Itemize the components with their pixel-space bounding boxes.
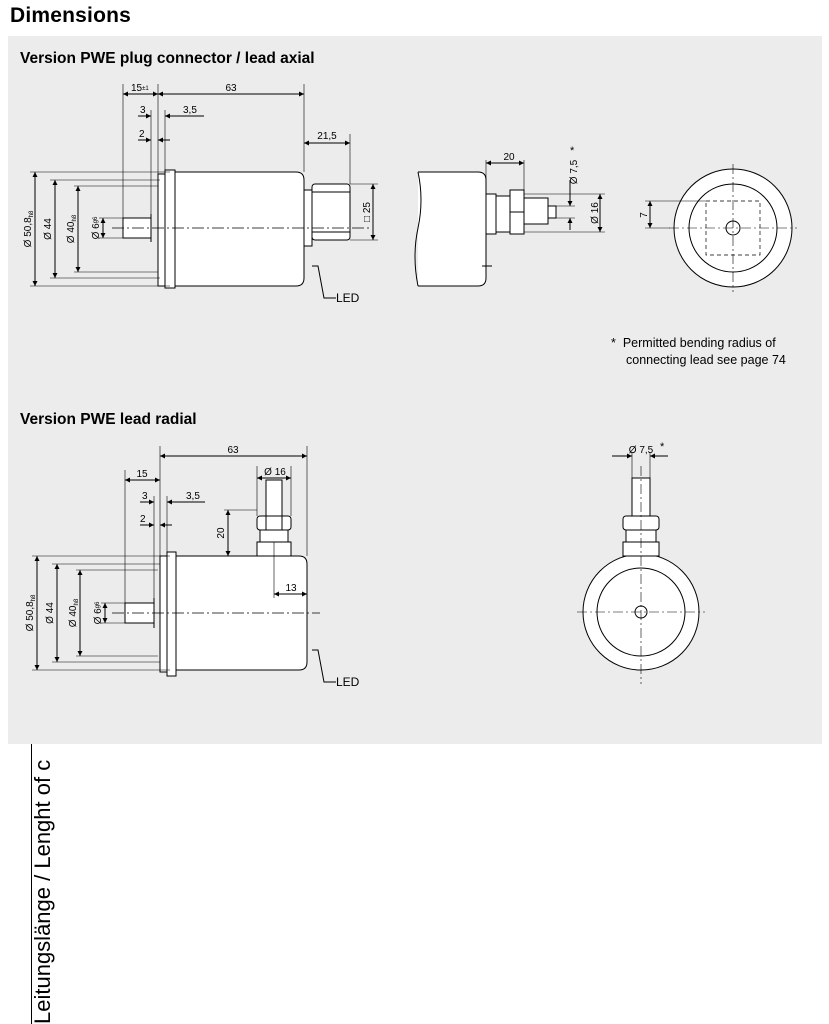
radial-len3-label: 3 (142, 491, 148, 502)
axial-len63-label: 63 (225, 83, 237, 94)
radial-led-label: LED (336, 675, 360, 689)
axial-len2-label: 2 (139, 129, 145, 140)
radial-len13-label: 13 (285, 583, 297, 594)
footnote-line-2: connecting lead see page 74 (626, 352, 786, 367)
axial-front-view (645, 164, 797, 292)
radial-d50-label: Ø $50,8_{h8}$ (25, 594, 37, 632)
axial-square25-label: □ 25 (362, 202, 373, 222)
axial-d16-label: Ø 16 (590, 202, 601, 224)
side-label-clip (0, 744, 55, 1024)
axial-len7-label: 7 (639, 212, 650, 218)
radial-side-view (32, 446, 336, 682)
footnote-marker: * (611, 336, 616, 350)
radial-len20-label: 20 (216, 527, 227, 539)
radial-len3_5-label: 3,5 (186, 491, 200, 502)
axial-d7_5-star: * (570, 145, 575, 157)
page-heading: Dimensions (10, 4, 132, 27)
footnote (611, 335, 786, 368)
axial-d50-label: Ø $50,8_{h8}$ (23, 210, 35, 248)
axial-d40-label: Ø $40_{h8}$ (66, 214, 78, 244)
radial-d44-label: Ø 44 (45, 602, 56, 624)
axial-len20-label: 20 (503, 152, 515, 163)
axial-side-view (30, 84, 378, 298)
axial-len21_5-label: 21,5 (317, 131, 337, 142)
radial-d16-label: Ø 16 (264, 467, 286, 478)
footnote-line-1: * Permitted bending radius of (611, 336, 776, 350)
axial-len3_5-label: 3,5 (183, 105, 197, 116)
axial-led-label: LED (336, 291, 360, 305)
side-label: Leitungslänge / Lenght of c (30, 759, 55, 1024)
radial-d6-label: Ø $6^{g6}$ (93, 601, 104, 625)
radial-len15-label: 15 (136, 469, 148, 480)
radial-len63-label: 63 (227, 445, 239, 456)
radial-d7_5-star: * (660, 441, 665, 453)
axial-d6-label: Ø $6^{g6}$ (91, 216, 102, 240)
section-title-radial: Version PWE lead radial (20, 411, 197, 428)
radial-d7_5-label: Ø 7,5 (628, 445, 654, 456)
axial-len15-label: 15±1 (131, 83, 149, 94)
axial-len3-label: 3 (140, 105, 146, 116)
axial-d44-label: Ø 44 (43, 218, 54, 240)
radial-d40-label: Ø $40_{h8}$ (68, 598, 80, 628)
axial-d7_5-label: Ø 7,5 (569, 159, 580, 185)
radial-len2-label: 2 (140, 514, 146, 525)
radial-front-view (577, 452, 705, 684)
section-title-axial: Version PWE plug connector / lead axial (20, 50, 315, 67)
